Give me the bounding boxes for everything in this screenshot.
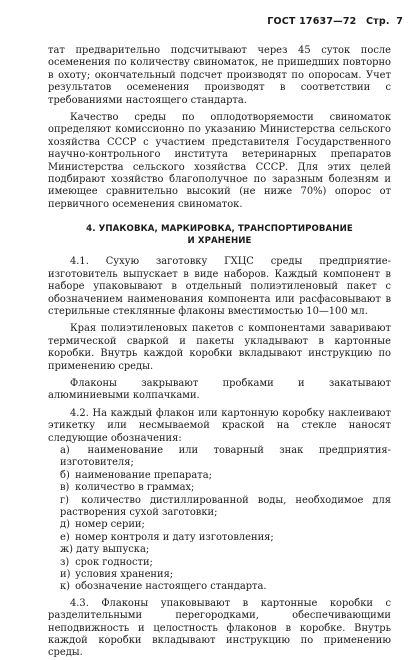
paragraph-4-3: 4.3. Флаконы упаковывают в картонные коробки с разделительными перегородками, обеспечивающими неподвижность и целостность флаконов в коробке. Внутрь каждой коробки вкладывают инструкцию по применению среды. xyxy=(48,597,391,659)
spacer xyxy=(48,211,391,223)
paragraph-4-2: 4.2. На каждый флакон или картонную коробку наклеивают этикетку или несмываемой краской на стекле наносят следующие обозначения: xyxy=(48,407,391,444)
list-item: к) обозначение настоящего стандарта. xyxy=(60,581,267,593)
list-item: ж) дату выпуска; xyxy=(60,544,150,556)
section-heading-line1: 4. УПАКОВКА, МАРКИРОВКА, ТРАНСПОРТИРОВАНИЕ xyxy=(86,224,353,235)
paragraph-4-1-vials: Флаконы закрывают пробками и закатывают алюминиевыми колпачками. xyxy=(48,377,391,402)
paragraph-4-1-packets: Края полиэтиленовых пакетов с компонентами заваривают термической сваркой и пакеты укладывают в картонные коробки. Внутрь каждой коробки вкладывают инструкцию по применению среды. xyxy=(48,323,391,372)
section-heading xyxy=(48,223,391,247)
standard-number: ГОСТ 17637—72 xyxy=(267,16,357,27)
list-item: з) срок годности; xyxy=(60,556,153,568)
page-label: Стр. xyxy=(365,16,390,27)
list-item: в) количество в граммах; xyxy=(60,482,195,494)
section-heading-line2: И ХРАНЕНИЕ xyxy=(187,236,252,247)
list-item: б) наименование препарата; xyxy=(60,469,212,481)
paragraph-continuation: тат предварительно подсчитывают через 45 суток после осеменения по количеству свиноматок, не пришедших повторно в охоту; окончательный подсчет производят по опоросам. Учет результатов осеменения производят в соответствии с требованиями настоящего стандарта. xyxy=(48,45,391,106)
list-item: е) номер контроля и дату изготовления; xyxy=(60,531,274,543)
document-body xyxy=(48,45,391,660)
labeling-list xyxy=(48,445,391,594)
list-item: г) количество дистиллированной воды, необходимое для растворения сухой заготовки; xyxy=(60,494,391,518)
paragraph-quality: Качество среды по оплодотворяемости свиноматок определяют комиссионно по указанию Министерства сельского хозяйства СССР с участием представителя Государственного научно-контрольного института ветеринарных препаратов Министерства сельского хозяйства СССР. Для этих целей подбирают хозяйство благополучное по заразным болезням и имеющее сравнительно высокий (не ниже 70%) опорос от первичного осеменения свиноматок. xyxy=(48,112,391,210)
list-item: д) номер серии; xyxy=(60,519,145,531)
page-header xyxy=(267,16,403,27)
list-item: и) условия хранения; xyxy=(60,569,174,581)
list-item: а) наименование или товарный знак предприятия-изготовителя; xyxy=(60,444,391,469)
page-number: 7 xyxy=(396,16,403,27)
paragraph-4-1: 4.1. Сухую заготовку ГХЦС среды предприятие-изготовитель выпускает в виде наборов. Каждый компонент в наборе упаковывают в отдельный полиэтиленовый пакет с обозначением наименования компонента или расфасовывают в стерильные стеклянные флаконы вместимостью 10—100 мл. xyxy=(48,256,391,317)
